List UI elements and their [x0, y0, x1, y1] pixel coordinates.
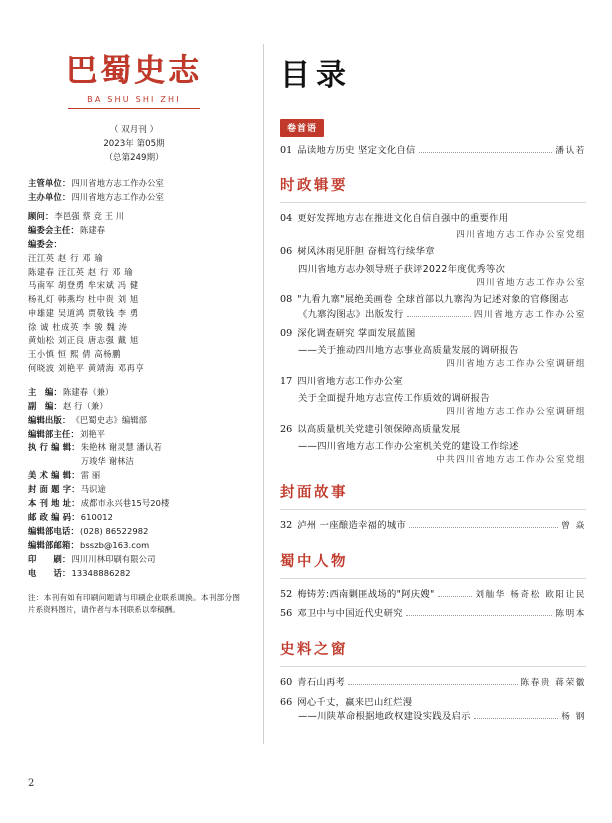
- issue-total: （总第249期）: [104, 152, 164, 163]
- entry-page: 04: [280, 213, 293, 225]
- credit-row-address: [28, 497, 240, 510]
- magazine-title-pinyin: BA SHU SHI ZHI: [87, 94, 181, 104]
- credit-label: 编委会主任：: [28, 224, 79, 235]
- credit-label: 主办单位：: [28, 192, 71, 203]
- entry-page: 17: [280, 375, 293, 387]
- entry-title: 更好发挥地方志在推进文化自信自强中的重要作用: [297, 213, 509, 225]
- entry-sub-author: 四川省地方志工作办公室: [476, 277, 586, 288]
- table-of-contents: [272, 0, 598, 823]
- credit-label: 封 面 题 字：: [28, 484, 80, 495]
- entry-title: 以高质量机关党建引领保障高质量发展: [297, 423, 461, 435]
- credit-row-art-editor: [28, 469, 240, 482]
- entry-page: 01: [280, 145, 293, 156]
- credit-label: 美 术 编 辑：: [28, 470, 80, 481]
- section-heading: 时政辑要: [280, 177, 348, 195]
- entry-page: 06: [280, 246, 293, 258]
- masthead-column: [0, 0, 258, 823]
- credit-value: 四川省地方志工作办公室: [71, 178, 164, 189]
- credit-label: 印 刷：: [28, 553, 71, 564]
- credit-label: 编辑部电话：: [28, 526, 79, 537]
- board-name-line: 杨礼灯 韩燕均 杜中贵 刘 旭: [28, 294, 139, 305]
- issue-number: 2023年 第05期: [103, 138, 165, 149]
- entry-title: 品读地方历史 坚定文化自信: [297, 145, 416, 156]
- credit-row-organizer: [28, 191, 240, 204]
- toc-section-cover-story: [280, 481, 586, 533]
- credit-value: 李邑强 蔡 竞 王 川: [54, 211, 125, 222]
- board-name-line: 王小慎 恒 熙 倩 高杨鹏: [28, 349, 122, 360]
- board-name-line: 黄灿松 刘正良 唐志强 戴 旭: [28, 335, 139, 346]
- section-heading: 蜀中人物: [280, 552, 348, 570]
- entry-page: 66: [280, 696, 293, 708]
- leader-dots: [438, 590, 473, 597]
- credit-value: (028) 86522982: [79, 526, 149, 537]
- entry-author: 陈明本: [555, 609, 586, 620]
- issue-info: [28, 123, 240, 166]
- credit-row-board-chair: [28, 224, 240, 237]
- toc-entry[interactable]: [280, 607, 586, 621]
- section-heading: 封面故事: [280, 484, 348, 502]
- credit-row-phone: [28, 525, 240, 538]
- masthead: [28, 54, 240, 109]
- leader-dots: [348, 678, 517, 685]
- entry-subtitle: 四川省地方志办领导班子获评2022年度优秀等次: [298, 263, 506, 275]
- section-rule: [280, 578, 586, 579]
- board-name-line: 何晓波 刘艳平 黄靖海 邓再亨: [28, 362, 145, 373]
- credit-label: 执 行 编 辑：: [28, 442, 80, 453]
- credit-row-editor-in-chief: [28, 386, 240, 399]
- credit-row-deputy-editor: [28, 400, 240, 413]
- credit-value: bsszb@163.com: [79, 540, 150, 551]
- entry-sub-author: 四川省地方志工作办公室调研组: [446, 359, 586, 370]
- credit-value: 四川川林印刷有限公司: [71, 553, 156, 564]
- page-number: 2: [28, 778, 35, 789]
- credit-label: 副 编：: [28, 400, 62, 411]
- credit-row-printer-phone: [28, 567, 240, 580]
- masthead-divider: [68, 108, 200, 109]
- credit-row-cover-calligraphy: [28, 483, 240, 496]
- toc-section-people: [280, 550, 586, 622]
- entry-title: "九看九寨"展绝美画卷 全球首部以九寨沟为记述对象的官修图志: [297, 294, 569, 306]
- section-heading: 史料之窗: [280, 640, 348, 658]
- credit-row-executive-editors: [28, 441, 240, 454]
- credit-value: 刘艳平: [79, 428, 106, 439]
- entry-sub-author: 中共四川省地方志工作办公室党组: [436, 455, 586, 466]
- credit-value: 陈建春: [79, 224, 106, 235]
- section-rule: [280, 666, 586, 667]
- toc-section-preface: [280, 116, 586, 158]
- board-name-line: 汪江英 赵 行 邓 瑜: [28, 252, 104, 263]
- credit-value: 陈建春（兼）: [63, 386, 114, 397]
- leader-dots: [407, 310, 471, 317]
- credits-block: [28, 177, 240, 616]
- credit-value: 610012: [80, 512, 114, 523]
- credit-label: 编委会：: [28, 238, 62, 249]
- entry-page: 09: [280, 328, 293, 339]
- column-divider: [263, 44, 264, 744]
- credit-value: 朱艳林 谢灵慧 潘认若: [80, 442, 162, 453]
- entry-title: 青石山再考: [297, 676, 346, 688]
- toc-entry[interactable]: [280, 375, 586, 417]
- credit-row-board: [28, 238, 240, 251]
- credit-value: 万竣华 谢林洁: [80, 456, 134, 467]
- magazine-title: 巴蜀史志: [66, 53, 202, 89]
- credit-label: 本 刊 地 址：: [28, 498, 80, 509]
- credit-row-publisher: [28, 414, 240, 427]
- entry-author: 曾 焱: [561, 521, 586, 532]
- toc-entry[interactable]: [280, 676, 586, 690]
- entry-title: 深化调查研究 掌面发展蓝图: [297, 328, 416, 339]
- credit-label: 顾问：: [28, 211, 54, 222]
- board-name-line: 马南军 胡登勇 牟宋斌 冯 健: [28, 280, 139, 291]
- page-title: 目录: [280, 58, 352, 93]
- entry-title: 邓卫中与中国近代史研究: [297, 608, 403, 620]
- entry-author: 陈春贵 蒋荣徽: [520, 677, 586, 688]
- credit-label: 主管单位：: [28, 178, 71, 189]
- entry-page: 56: [280, 608, 293, 620]
- entry-subtitle: ——关于推动四川地方志事业高质量发展的调研报告: [298, 345, 519, 357]
- toc-entry[interactable]: [280, 696, 586, 724]
- entry-author: 潘认若: [555, 146, 586, 156]
- entry-page: 52: [280, 588, 293, 600]
- credit-label: 编辑部主任：: [28, 428, 79, 439]
- entry-page: 32: [280, 520, 293, 532]
- leader-dots: [474, 712, 559, 719]
- board-name-line: 陈建春 汪江英 赵 行 邓 瑜: [28, 266, 134, 277]
- entry-page: 26: [280, 423, 293, 435]
- credit-value: 《巴蜀史志》编辑部: [71, 414, 148, 425]
- entry-page: 60: [280, 676, 293, 688]
- section-rule: [280, 509, 586, 510]
- leader-dots: [419, 146, 553, 153]
- entry-title: 四川省地方志工作办公室: [297, 375, 403, 387]
- toc-entry[interactable]: [280, 588, 586, 602]
- credit-value: 赵 行（兼）: [63, 400, 108, 411]
- credit-row-email: [28, 539, 240, 552]
- toc-section-historical-materials: [280, 638, 586, 724]
- entry-title: 网心千丈，赢来巴山红烂漫: [297, 696, 413, 708]
- credit-label: 电 话：: [28, 567, 71, 578]
- credit-row-printer: [28, 553, 240, 566]
- entry-title: 泸州 一座酿造幸福的城市: [297, 520, 407, 532]
- toc-entry[interactable]: [280, 144, 586, 158]
- credit-value: 成都市永兴巷15号20楼: [80, 498, 170, 509]
- section-rule: [280, 202, 586, 203]
- credit-value: 四川省地方志工作办公室: [71, 192, 164, 203]
- credit-label: 主 编：: [28, 386, 62, 397]
- entry-sub-author: 四川省地方志工作办公室党组: [456, 229, 586, 240]
- entry-subtitle: ——四川省地方志工作办公室机关党的建设工作综述: [298, 441, 519, 453]
- credit-value: 马识途: [80, 484, 106, 495]
- credit-value: 13348886282: [71, 567, 131, 578]
- toc-entry[interactable]: [280, 293, 586, 321]
- toc-entry[interactable]: [280, 327, 586, 369]
- entry-subtitle: ——川陕革命根据地政权建设实践及启示: [298, 711, 471, 723]
- toc-entry[interactable]: [280, 212, 586, 239]
- issue-frequency: （ 双月刊 ）: [109, 124, 159, 135]
- credit-row-supervisor: [28, 177, 240, 190]
- entry-title: 树风沐雨见肝胆 奋楫笃行续华章: [297, 246, 435, 258]
- credit-row-dept-director: [28, 428, 240, 441]
- credit-value: 雷 丽: [80, 470, 101, 481]
- toc-entry[interactable]: [280, 245, 586, 287]
- publisher-note: 注：本刊有如有印刷问题请与印刷企业联系调换。本刊部分图片系资料图片，请作者与本刊联系以奉稿酬。: [28, 593, 240, 615]
- leader-dots: [409, 521, 558, 528]
- credit-label: 编辑出版：: [28, 414, 71, 425]
- credit-label: 邮 政 编 码：: [28, 512, 80, 523]
- editorial-board-names: [28, 252, 240, 376]
- entry-author: 刘舢华 杨奇松 欧阳让民: [475, 589, 586, 600]
- entry-sub-author: 杨 钢: [561, 712, 586, 723]
- entry-subtitle: 关于全面提升地方志宣传工作质效的调研报告: [298, 393, 490, 405]
- section-badge: 卷首语: [280, 119, 324, 138]
- entry-page: 08: [280, 294, 293, 306]
- credit-row-zipcode: [28, 511, 240, 524]
- board-name-line: 徐 诚 杜成英 李 骏 魏 涛: [28, 321, 128, 332]
- toc-entry[interactable]: [280, 519, 586, 533]
- credit-row-advisors: [28, 210, 240, 223]
- leader-dots: [406, 609, 553, 616]
- board-name-line: 申雄建 吴道鸿 贾敬钱 李 勇: [28, 307, 139, 318]
- entry-sub-author: 四川省地方志工作办公室调研组: [446, 407, 586, 418]
- toc-section-current-affairs: [280, 174, 586, 465]
- toc-entry[interactable]: [280, 423, 586, 465]
- entry-sub-author: 四川省地方志工作办公室: [473, 309, 586, 320]
- entry-subtitle: 《九寨沟图志》出版发行: [298, 308, 404, 320]
- entry-title: 梅铸芳:西南剿匪战场的"阿庆嫂": [297, 588, 435, 600]
- credit-row-executive-editors-2: [28, 455, 240, 468]
- credit-label: 编辑部邮箱：: [28, 540, 79, 551]
